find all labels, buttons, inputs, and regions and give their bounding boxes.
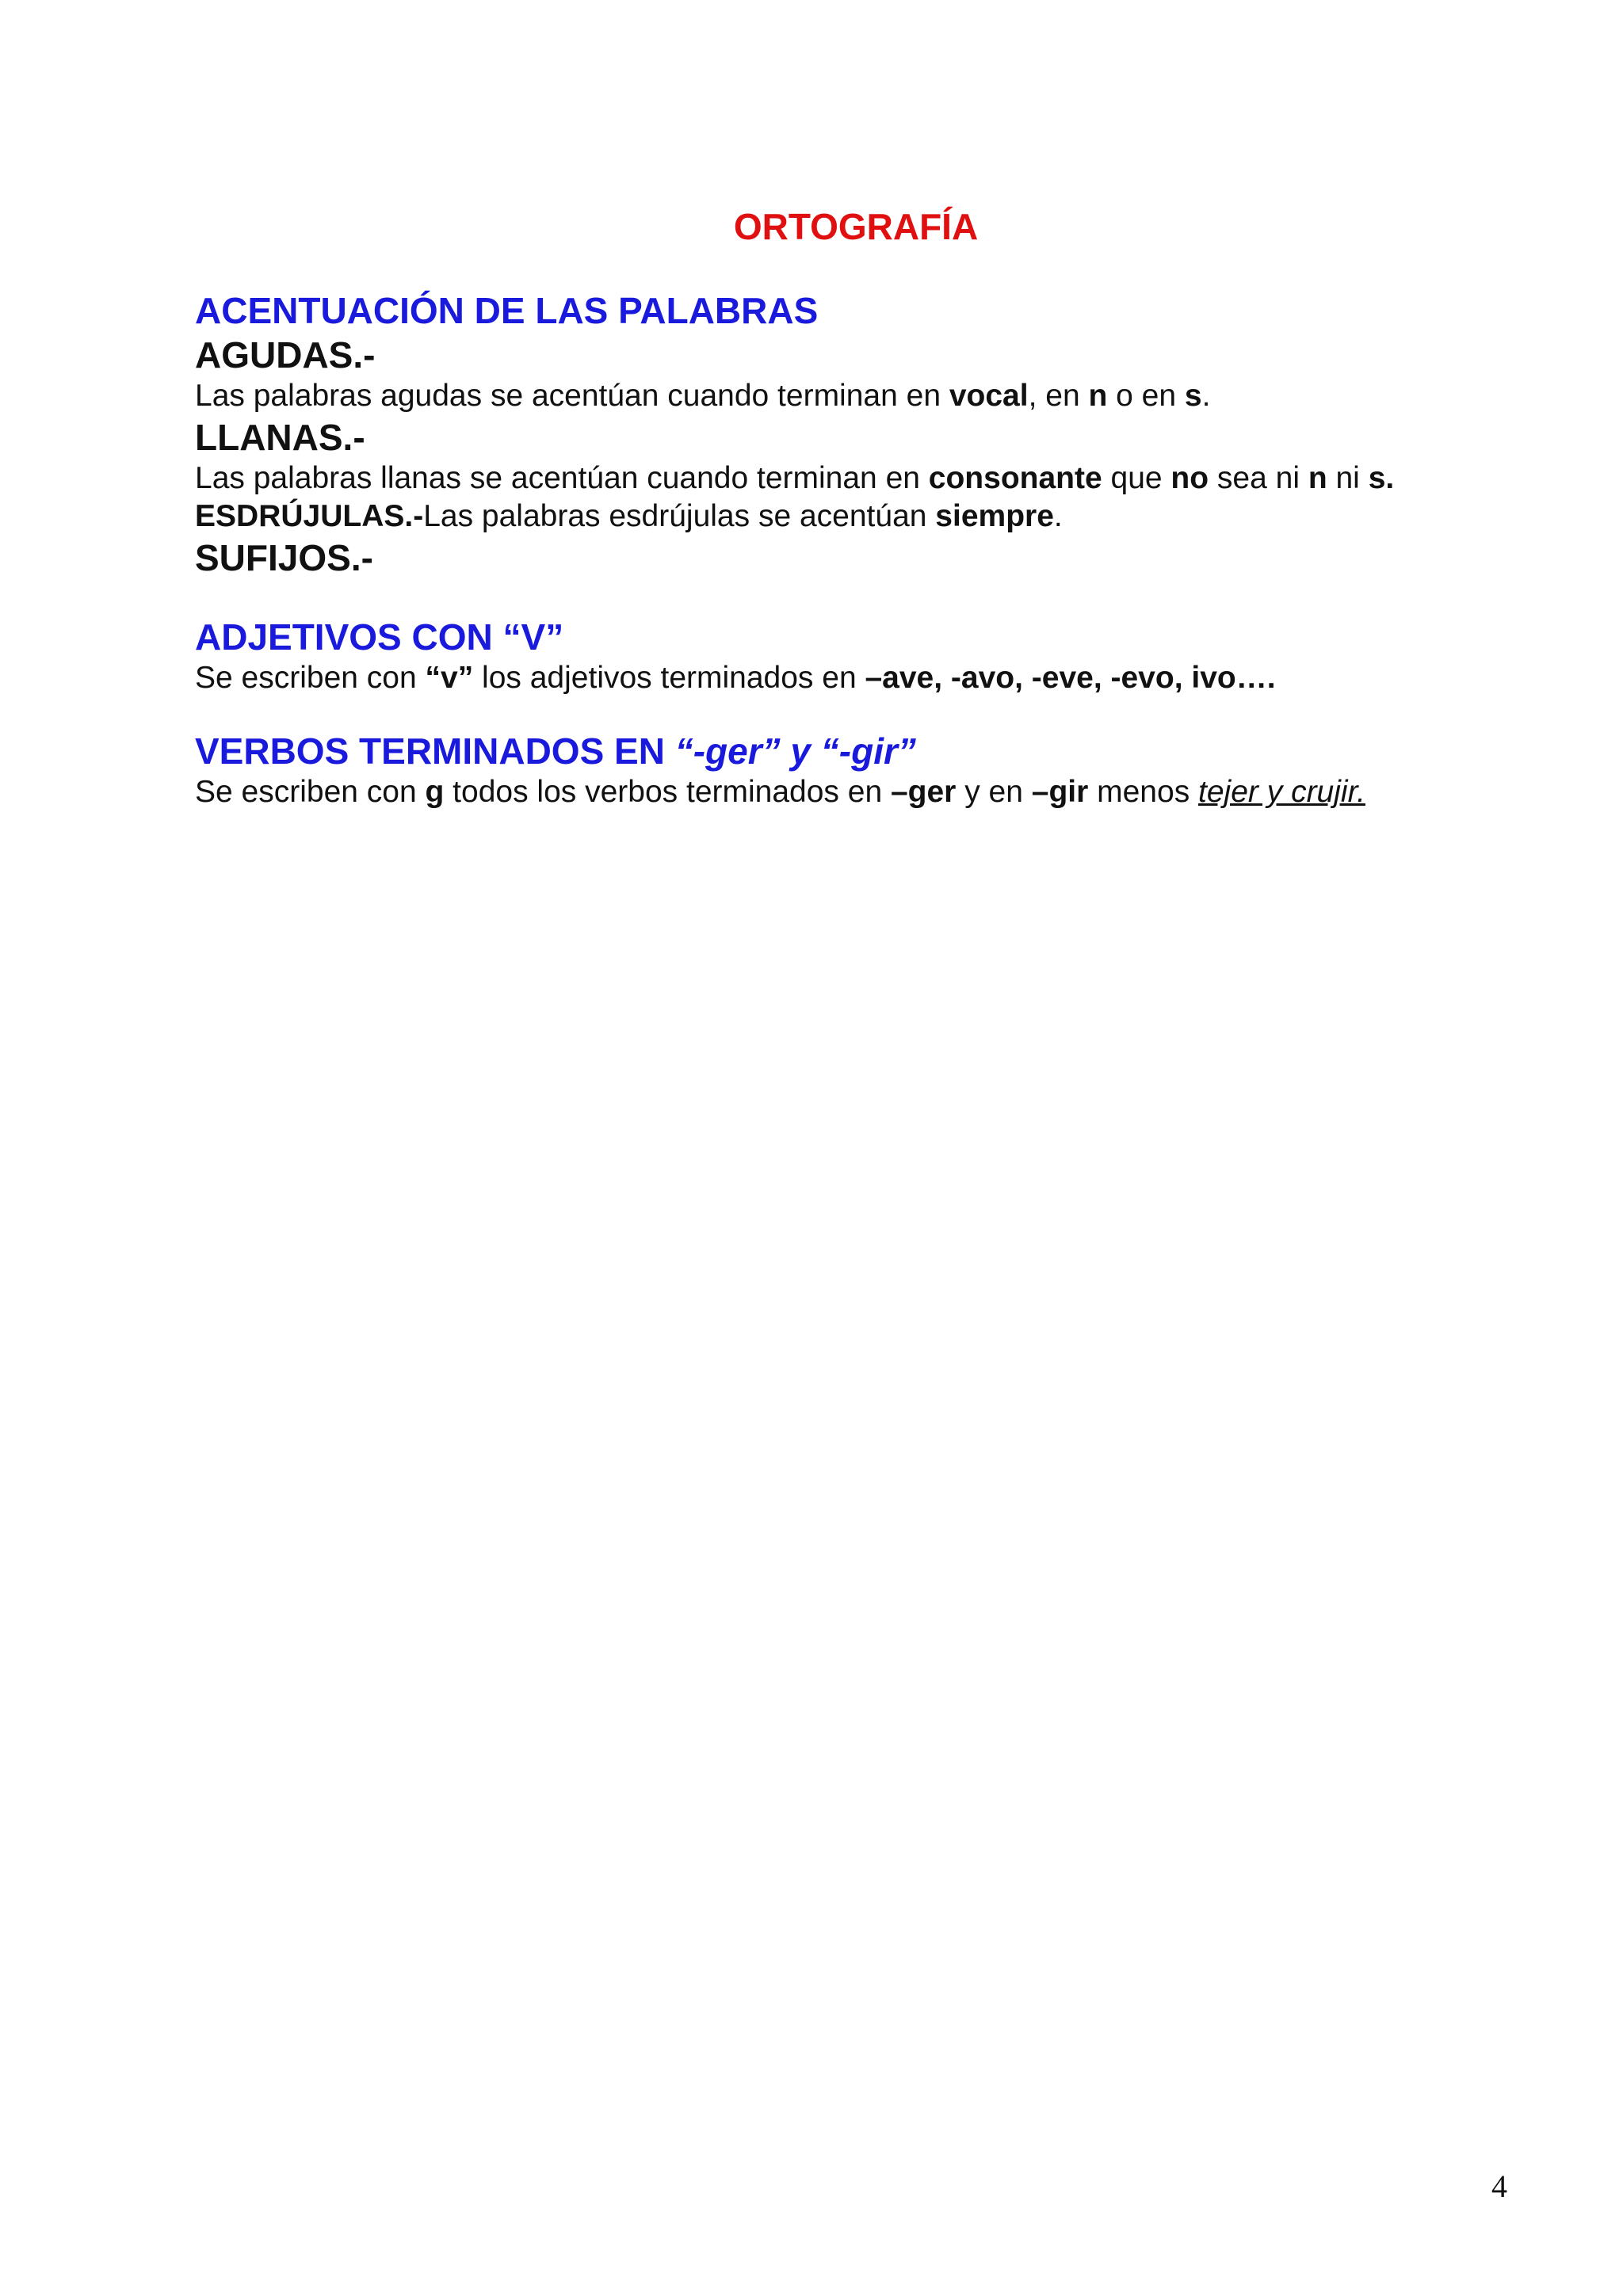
heading-text: VERBOS TERMINADOS EN — [195, 730, 675, 772]
text: . — [1201, 379, 1211, 413]
text: . — [1053, 499, 1063, 533]
section-heading-verbos — [195, 729, 1526, 773]
subheading-sufijos: SUFIJOS.- — [195, 537, 373, 578]
text: Las palabras esdrújulas se acentúan — [423, 499, 936, 533]
bold-text: –ave, -avo, -eve, -evo, ivo…. — [865, 661, 1276, 695]
text: que — [1102, 461, 1171, 495]
underlined-italic-text: tejer y crujir. — [1198, 775, 1365, 809]
bold-text: –gir — [1031, 775, 1089, 809]
text: ni — [1327, 461, 1369, 495]
subheading-llanas: LLANAS.- — [195, 417, 365, 458]
inline-heading-esdrujulas: ESDRÚJULAS.- — [195, 499, 424, 533]
subheading-agudas: AGUDAS.- — [195, 334, 376, 376]
text: todos los verbos terminados en — [444, 775, 891, 809]
document-body — [195, 288, 1526, 811]
bold-text: vocal — [949, 379, 1029, 413]
spacer — [195, 697, 1526, 729]
text: Las palabras agudas se acentúan cuando terminan en — [195, 379, 949, 413]
section-heading-acentuacion: ACENTUACIÓN DE LAS PALABRAS — [195, 290, 819, 331]
text: los adjetivos terminados en — [473, 661, 865, 695]
text: menos — [1088, 775, 1199, 809]
text: y en — [956, 775, 1032, 809]
bold-text: g — [425, 775, 445, 809]
bold-text: consonante — [928, 461, 1102, 495]
text: sea ni — [1209, 461, 1308, 495]
page-title: ORTOGRAFÍA — [733, 206, 979, 247]
bold-text: n — [1088, 379, 1108, 413]
bold-text: s — [1184, 379, 1202, 413]
bold-text: no — [1170, 461, 1209, 495]
paragraph-esdrujulas — [195, 498, 1526, 536]
bold-text: –ger — [890, 775, 957, 809]
page-number: 4 — [1491, 2168, 1507, 2204]
text: Se escriben con — [195, 661, 426, 695]
bold-text: “v” — [425, 661, 474, 695]
bold-text: siempre — [935, 499, 1054, 533]
text: , en — [1028, 379, 1089, 413]
section-heading-adjetivos: ADJETIVOS CON “V” — [195, 616, 564, 658]
text: Las palabras llanas se acentúan cuando terminan en — [195, 461, 929, 495]
bold-text: n — [1308, 461, 1327, 495]
spacer — [195, 580, 1526, 615]
paragraph-llanas — [195, 460, 1526, 498]
heading-italic-text: “-ger” y “-gir” — [674, 730, 916, 772]
paragraph-verbos — [195, 773, 1526, 811]
text: o en — [1107, 379, 1185, 413]
bold-text: s. — [1368, 461, 1395, 495]
text: Se escriben con — [195, 775, 426, 809]
paragraph-adjetivos — [195, 659, 1526, 697]
paragraph-agudas — [195, 377, 1526, 415]
